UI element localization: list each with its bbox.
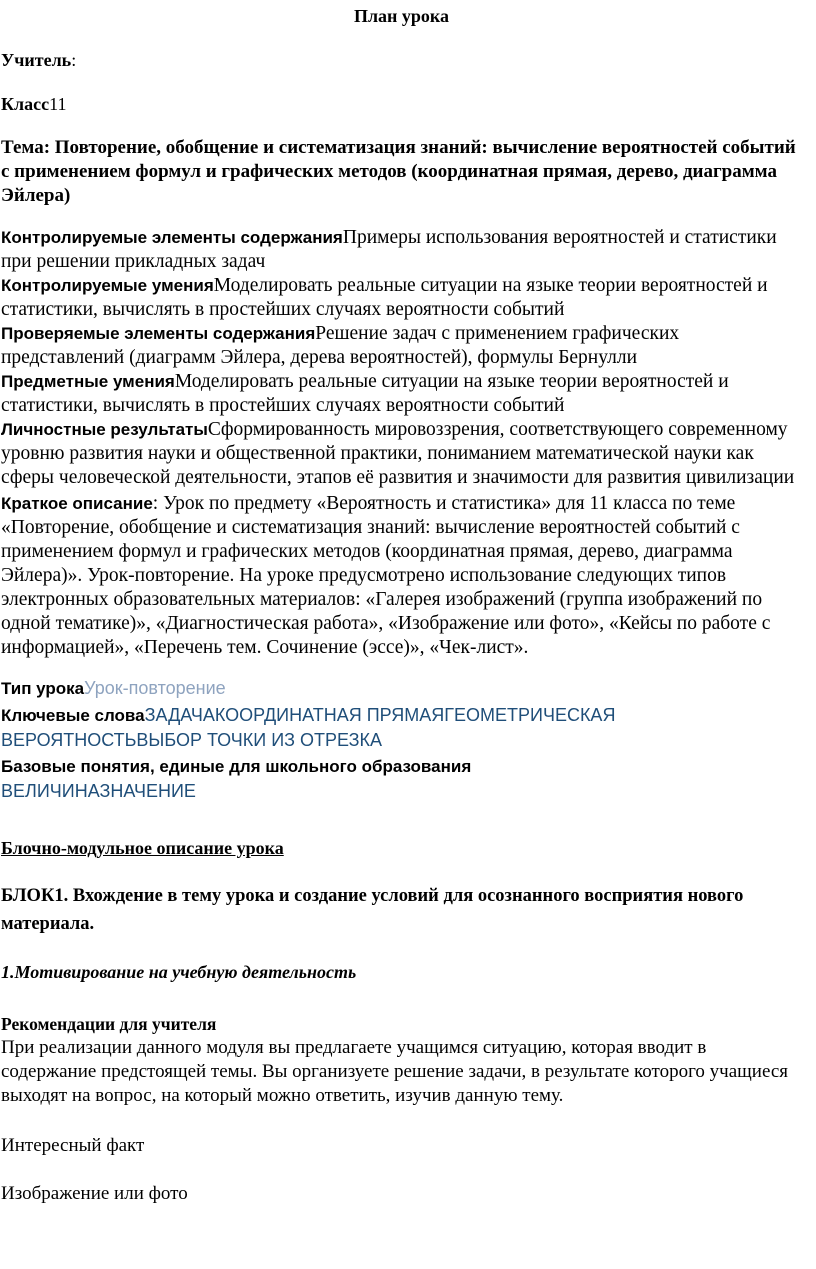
section-text: Решение задач с применением графических представлений (диаграмм Эйлера, дерева вероятностей), формулы Бернулли <box>1 323 680 368</box>
class-line <box>1 92 802 116</box>
section-label: Личностные результаты <box>1 420 208 439</box>
description-label: Краткое описание <box>1 494 153 513</box>
section-label: Контролируемые элементы содержания <box>1 228 343 247</box>
base-concepts-value: ВЕЛИЧИНАЗНАЧЕНИЕ <box>1 781 196 801</box>
section-text: Сформированность мировоззрения, соответствующего современному уровню развития науки и общественной практики, пониманием математической науки как сферы человеческой деятельности, этапов её развития и значимости для развития цивилизации <box>1 419 795 488</box>
motivation-heading: 1.Мотивирование на учебную деятельность <box>1 962 357 982</box>
teacher-label: Учитель <box>1 50 72 70</box>
section-controlled-content <box>1 226 802 274</box>
teacher-separator: : <box>71 50 77 70</box>
keywords-label: Ключевые слова <box>1 706 145 725</box>
base-concepts-label: Базовые понятия, единые для школьного образования <box>1 757 472 776</box>
interesting-fact: Интересный факт <box>1 1135 145 1156</box>
section-text: Моделировать реальные ситуации на языке теории вероятностей и статистики, вычислять в простейших случаях вероятности событий <box>1 275 768 320</box>
section-label: Проверяемые элементы содержания <box>1 324 316 343</box>
keywords-value: ЗАДАЧАКООРДИНАТНАЯ ПРЯМАЯГЕОМЕТРИЧЕСКАЯ ВЕРОЯТНОСТЬВЫБОР ТОЧКИ ИЗ ОТРЕЗКА <box>1 705 616 750</box>
section-checked-content <box>1 322 802 370</box>
section-personal-results <box>1 418 802 490</box>
section-label: Предметные умения <box>1 372 175 391</box>
base-concepts <box>1 755 802 804</box>
class-value: 11 <box>49 94 67 114</box>
image-or-photo: Изображение или фото <box>1 1183 188 1204</box>
lesson-type-label: Тип урока <box>1 679 85 698</box>
lesson-type <box>1 676 802 701</box>
lesson-topic: Тема: Повторение, обобщение и систематизация знаний: вычисление вероятностей событий с применением формул и графических методов (координатная прямая, дерево, диаграмма Эйлера) <box>1 137 796 206</box>
section-text: Моделировать реальные ситуации на языке теории вероятностей и статистики, вычислять в простейших случаях вероятности событий <box>1 371 729 416</box>
short-description <box>1 492 802 660</box>
keywords <box>1 703 802 753</box>
section-subject-skills <box>1 370 802 418</box>
recommendations-text: При реализации данного модуля вы предлагаете учащимся ситуацию, которая вводит в содержание предстоящей темы. Вы организуете решение задачи, в результате которого учащиеся выходят на вопрос, на который можно ответить, изучив данную тему. <box>1 1037 789 1106</box>
recommendations-heading: Рекомендации для учителя <box>1 1014 217 1034</box>
section-label: Контролируемые умения <box>1 276 214 295</box>
section-text: Примеры использования вероятностей и статистики при решении прикладных задач <box>1 227 777 272</box>
block-description-heading: Блочно-модульное описание урока <box>1 838 284 858</box>
class-label: Класс <box>1 94 50 114</box>
block1-heading: БЛОК1. Вхождение в тему урока и создание условий для осознанного восприятия нового материала. <box>1 886 744 934</box>
description-text: : Урок по предмету «Вероятность и статистика» для 11 класса по теме «Повторение, обобщение и систематизация знаний: вычисление вероятностей событий с применением формул и графических методов (координатная прямая, дерево, диаграмма Эйлера)». Урок-повторение. На уроке предусмотрено использование следующих типов электронных образовательных материалов: «Галерея изображений (группа изображений по одной тематике)», «Диагностическая работа», «Изображение или фото», «Кейсы по работе с информацией», «Перечень тем. Сочинение (эссе)», «Чек-лист». <box>1 493 771 658</box>
section-controlled-skills <box>1 274 802 322</box>
lesson-type-value: Урок-повторение <box>84 678 226 698</box>
teacher-line <box>1 48 802 72</box>
page-title: План урока <box>353 6 450 26</box>
